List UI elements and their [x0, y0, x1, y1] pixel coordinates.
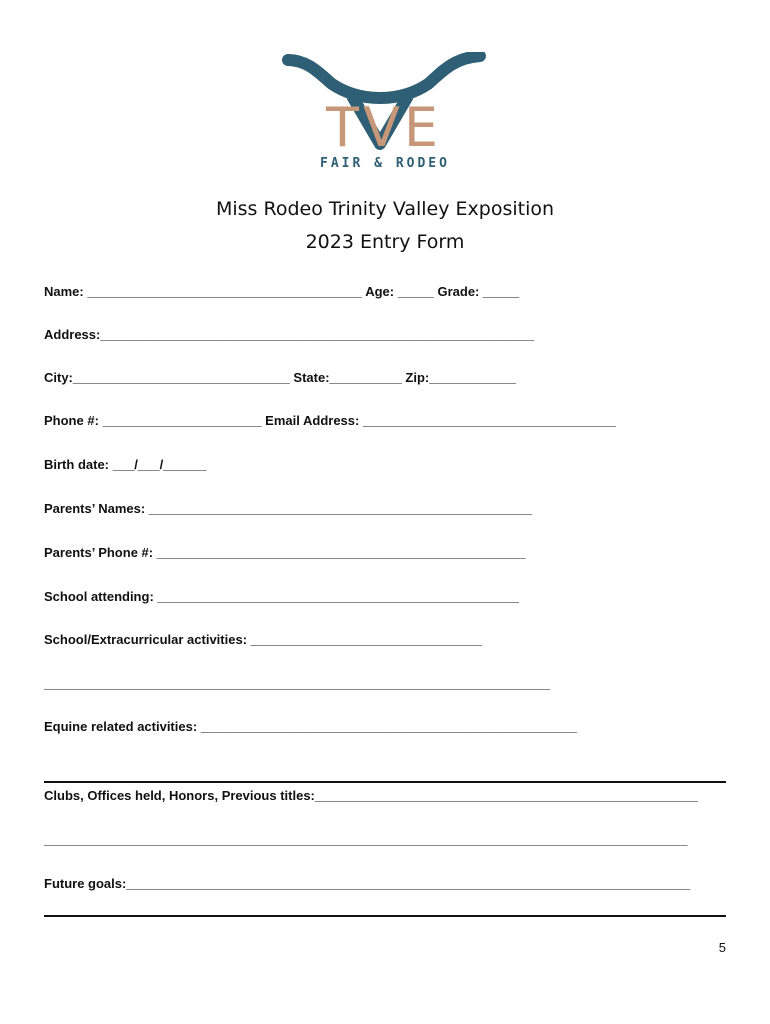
address-field[interactable]: Address:____________________________________________________________ — [44, 327, 535, 342]
parents-names-field[interactable]: Parents’ Names: _____________________________________________________ — [44, 501, 532, 516]
section-divider — [44, 781, 726, 783]
city-state-zip-fields[interactable]: City:______________________________ State:__________ Zip:____________ — [44, 370, 517, 385]
extracurricular-activities-field[interactable]: School/Extracurricular activities: ________________________________ — [44, 632, 482, 647]
equine-activities-field[interactable]: Equine related activities: ____________________________________________________ — [44, 719, 577, 734]
clubs-honors-field[interactable]: Clubs, Offices held, Honors, Previous titles:_____________________________________________________ — [44, 788, 699, 803]
bottom-divider — [44, 915, 726, 917]
form-subtitle: 2023 Entry Form — [305, 231, 465, 253]
school-attending-field[interactable]: School attending: __________________________________________________ — [44, 589, 519, 604]
tve-logo — [280, 52, 490, 182]
logo-letters: TVE — [325, 96, 443, 159]
future-goals-field[interactable]: Future goals:______________________________________________________________________________ — [44, 876, 691, 891]
extracurricular-continuation-line[interactable]: ______________________________________________________________________ — [44, 676, 551, 691]
birth-date-field[interactable]: Birth date: ___/___/______ — [44, 457, 207, 472]
phone-email-fields[interactable]: Phone #: ______________________ Email Address: ___________________________________ — [44, 413, 616, 428]
name-age-grade-fields[interactable]: Name: ______________________________________ Age: _____ Grade: _____ — [44, 284, 520, 299]
page-number: 5 — [718, 940, 726, 955]
clubs-continuation-line[interactable]: _________________________________________________________________________________________ — [44, 832, 688, 847]
parents-phone-field[interactable]: Parents’ Phone #: ___________________________________________________ — [44, 545, 526, 560]
logo-subtitle: FAIR & RODEO — [320, 156, 450, 171]
form-title: Miss Rodeo Trinity Valley Exposition — [215, 198, 555, 220]
